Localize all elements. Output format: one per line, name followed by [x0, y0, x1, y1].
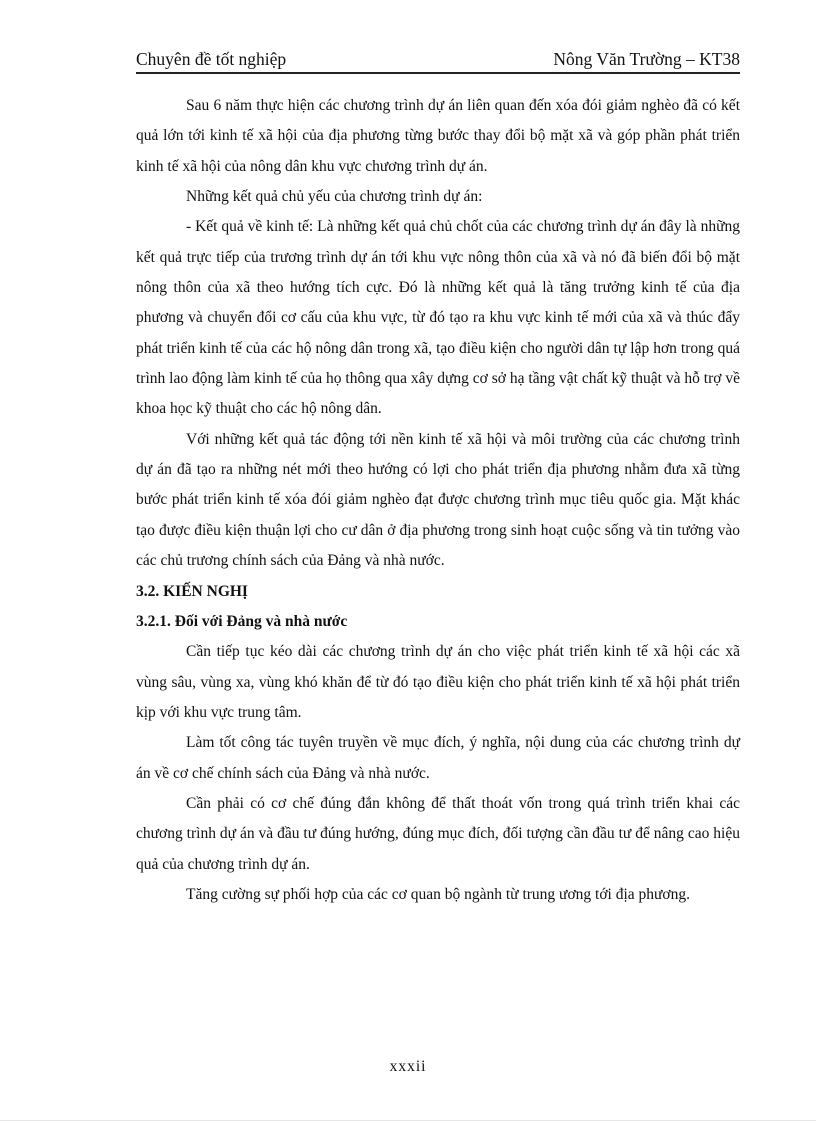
header-author: Nông Văn Trường – KT38: [553, 49, 740, 69]
header-title: Chuyên đề tốt nghiệp: [136, 49, 287, 69]
section-heading: 3.2. KIẾN NGHỊ: [136, 582, 248, 600]
paragraph-economic-results: - Kết quả về kinh tế: Là những kết quả chủ chốt của các chương trình dự án đây là những kết quả trực tiếp của trương trình dự án tới khu vực nông thôn của xã và nó đã biến đổi bộ mặt nông thôn của xã theo hướng tích cực. Đó là những kết quả là tăng trưởng kinh tế của địa phương và chuyển đổi cơ cấu của khu vực, từ đó tạo ra khu vực kinh tế mới của xã và thúc đẩy phát triển kinh tế của các hộ nông dân trong xã, tạo điều kiện cho người dân tự lập hơn trong quá trình lao động làm kinh tế của họ thông qua xây dựng cơ sở hạ tầng vật chất kỹ thuật và hỗ trợ về khoa học kỹ thuật cho các hộ nông dân.: [136, 218, 740, 418]
subsection-heading: 3.2.1. Đối với Đảng và nhà nước: [136, 612, 348, 630]
paragraph-main-results: Những kết quả chủ yếu của chương trình dự án:: [186, 188, 483, 206]
page-edge-divider: [0, 1120, 816, 1121]
recommendation-item: Cần tiếp tục kéo dài các chương trình dự án cho việc phát triển kinh tế xã hội các xã vùng sâu, vùng xa, vùng khó khăn để từ đó tạo điều kiện cho phát triển kinh tế xã hội phát triển kịp với khu vực trung tâm.: [136, 643, 740, 721]
recommendation-item: Cần phải có cơ chế đúng đắn không để thất thoát vốn trong quá trình triển khai các chương trình dự án và đầu tư đúng hướng, đúng mục đích, đối tượng cần đầu tư để nâng cao hiệu quả của chương trình dự án.: [136, 794, 740, 873]
page-body: [136, 91, 740, 910]
paragraph-intro: Sau 6 năm thực hiện các chương trình dự án liên quan đến xóa đói giảm nghèo đã có kết quả lớn tới kinh tế xã hội của địa phương từng bước thay đổi bộ mặt xã và góp phần phát triển kinh tế xã hội của nông dân khu vực chương trình dự án.: [136, 97, 740, 175]
page-header: [136, 48, 740, 74]
page-number: xxxii: [389, 1058, 427, 1075]
paragraph-social-impact: Với những kết quả tác động tới nền kinh tế xã hội và môi trường của các chương trình dự án đã tạo ra những nét mới theo hướng có lợi cho phát triển địa phương nhằm đưa xã từng bước phát triển kinh tế xóa đói giảm nghèo đạt được chương trình mục tiêu quốc gia. Mặt khác tạo được điều kiện thuận lợi cho cư dân ở địa phương trong sinh hoạt cuộc sống và tin tưởng vào các chủ trương chính sách của Đảng và nhà nước.: [136, 430, 740, 570]
recommendation-item: Làm tốt công tác tuyên truyền về mục đích, ý nghĩa, nội dung của các chương trình dự án về cơ chế chính sách của Đảng và nhà nước.: [136, 734, 740, 782]
recommendation-item: Tăng cường sự phối hợp của các cơ quan bộ ngành từ trung ương tới địa phương.: [186, 885, 690, 903]
